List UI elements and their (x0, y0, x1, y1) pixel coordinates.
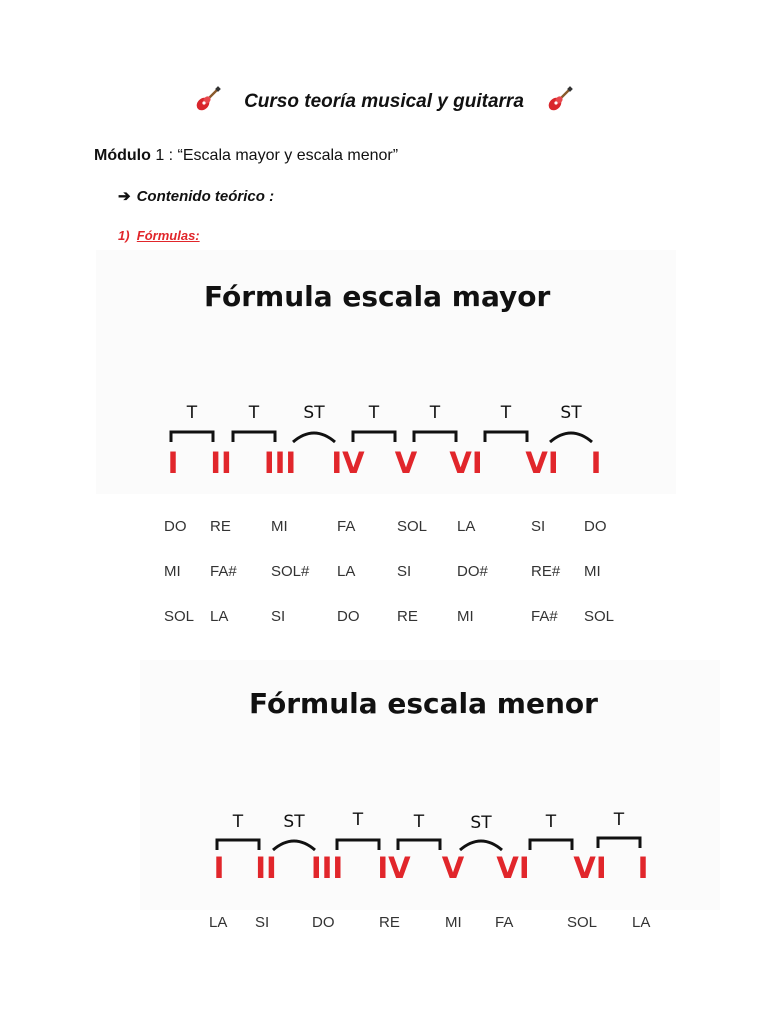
tone-bracket (598, 838, 640, 848)
note-name: RE (210, 518, 231, 535)
scale-degree: III (263, 446, 297, 480)
scale-degree: IV (377, 851, 411, 885)
note-name: LA (632, 914, 651, 931)
arrow-right-icon: ➔ (118, 188, 131, 205)
step-label: T (413, 812, 425, 832)
formulas-label: Fórmulas: (136, 228, 200, 243)
scale-degree: I (213, 851, 225, 885)
note-name: SOL (397, 518, 428, 535)
formulas-number: 1) (118, 228, 130, 243)
step-label: T (248, 403, 260, 423)
tone-bracket (217, 840, 259, 850)
scale-degree: VI (496, 851, 530, 885)
page-title: Curso teoría musical y guitarra (244, 91, 524, 112)
step-label: ST (283, 812, 305, 832)
note-name: LA (209, 914, 228, 931)
scale-degree: II (210, 446, 232, 480)
scale-degree: IV (331, 446, 365, 480)
step-label: T (545, 812, 557, 832)
scale-degree: I (637, 851, 649, 885)
note-name: FA (337, 518, 356, 535)
note-name: SI (271, 608, 286, 625)
scale-degree: I (167, 446, 179, 480)
semitone-arc (273, 841, 315, 850)
scale-degree: V (394, 446, 418, 480)
note-name: LA (457, 518, 476, 535)
note-name: MI (584, 563, 601, 580)
note-name: DO (312, 914, 335, 931)
note-name: SI (255, 914, 270, 931)
step-label: T (613, 810, 625, 830)
tone-bracket (337, 840, 379, 850)
tone-bracket (398, 840, 440, 850)
note-name: LA (210, 608, 229, 625)
note-name: MI (457, 608, 474, 625)
note-name: RE# (531, 563, 561, 580)
note-name: RE (379, 914, 400, 931)
note-name: DO# (457, 563, 488, 580)
step-label: T (232, 812, 244, 832)
step-label: ST (303, 403, 325, 423)
major-scale-title: Fórmula escala mayor (204, 280, 551, 313)
note-name: SI (397, 563, 412, 580)
note-name: DO (337, 608, 360, 625)
note-name: SOL (584, 608, 615, 625)
module-description: 1 : “Escala mayor y escala menor” (150, 147, 399, 164)
scale-degree: VI (573, 851, 607, 885)
note-name: DO (584, 518, 607, 535)
note-name: FA (495, 914, 514, 931)
scale-degree: II (255, 851, 277, 885)
step-label: ST (560, 403, 582, 423)
semitone-arc (460, 841, 502, 850)
step-label: T (368, 403, 380, 423)
scale-degree: VI (525, 446, 559, 480)
note-name: MI (164, 563, 181, 580)
step-label: ST (470, 813, 492, 833)
scale-degree: V (441, 851, 465, 885)
content-label: Contenido teórico : (136, 188, 275, 205)
scale-degree: VI (449, 446, 483, 480)
step-label: T (186, 403, 198, 423)
scale-degree: III (310, 851, 344, 885)
scale-degree: I (590, 446, 602, 480)
note-name: DO (164, 518, 187, 535)
note-name: MI (445, 914, 462, 931)
minor-scale-title: Fórmula escala menor (249, 687, 598, 720)
note-name: MI (271, 518, 288, 535)
step-label: T (429, 403, 441, 423)
tone-bracket (530, 840, 572, 850)
note-name: RE (397, 608, 418, 625)
step-label: T (500, 403, 512, 423)
note-name: FA# (210, 563, 237, 580)
note-name: SI (531, 518, 546, 535)
note-name: LA (337, 563, 356, 580)
note-name: SOL (164, 608, 195, 625)
note-name: SOL# (271, 563, 310, 580)
module-label: Módulo (94, 147, 151, 164)
note-name: FA# (531, 608, 558, 625)
note-name: SOL (567, 914, 598, 931)
step-label: T (352, 810, 364, 830)
